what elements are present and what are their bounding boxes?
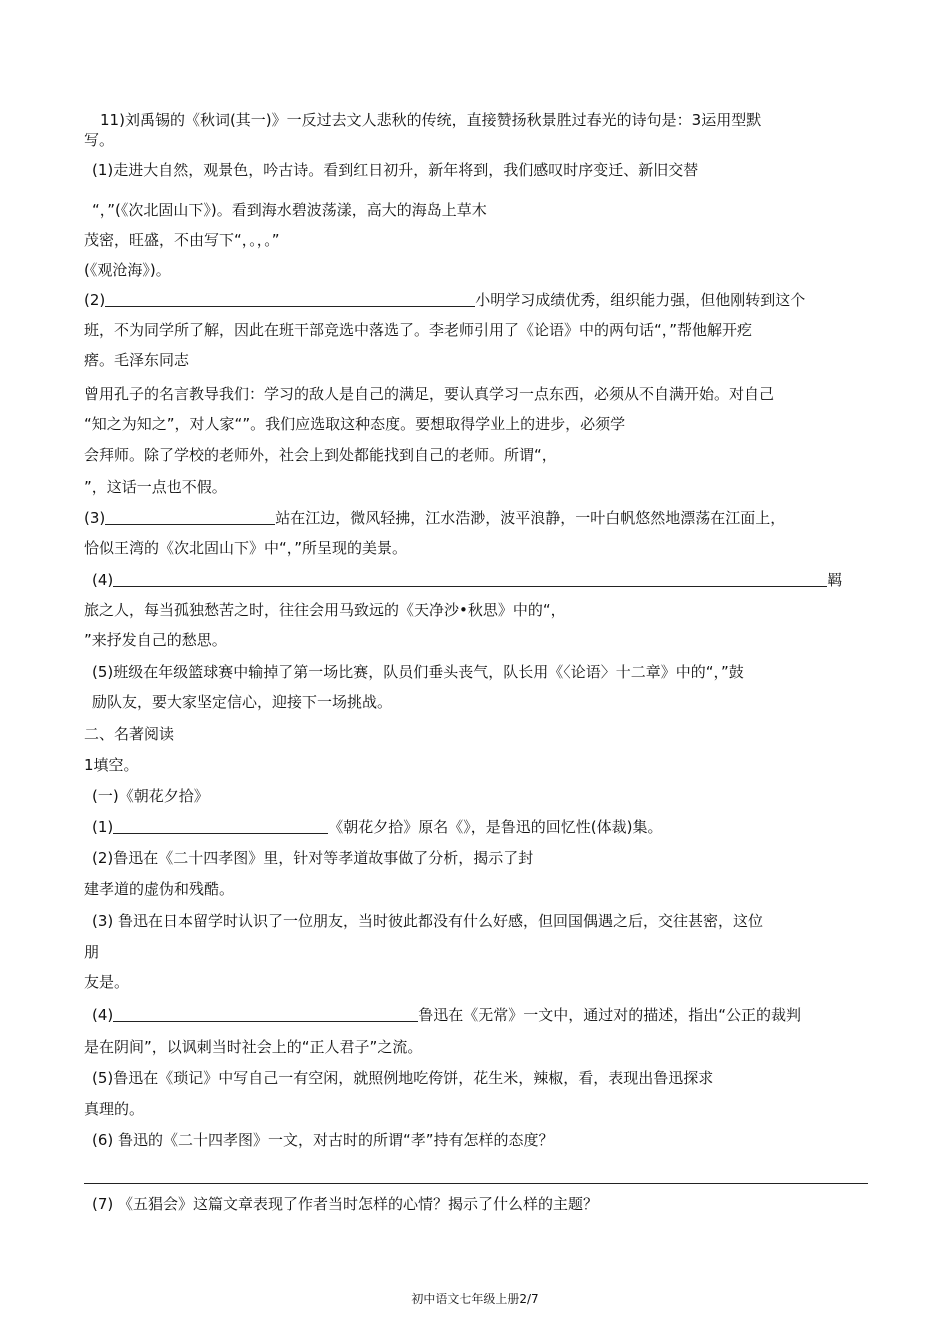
- z1-answer-blank[interactable]: [113, 818, 328, 834]
- section2-q1: 1填空。: [84, 756, 139, 774]
- s2-answer-blank[interactable]: [105, 291, 475, 307]
- zhaohua-title: (一)《朝花夕拾》: [92, 787, 209, 805]
- z2-line1: (2)鲁迅在《二十四孝图》里，针对等孝道故事做了分析，揭示了封: [92, 849, 534, 867]
- z5-line2: 真理的。: [84, 1100, 145, 1118]
- s4-line1: [92, 570, 842, 590]
- s5-line2: 励队友，要大家坚定信心，迎接下一场挑战。: [92, 693, 393, 711]
- z1-number: (1): [92, 818, 114, 836]
- s4-line3: ”来抒发自己的愁思。: [84, 631, 227, 649]
- s2-line1: [84, 290, 805, 310]
- z1-text: 《朝花夕拾》原名《》，是鲁迅的回忆性(体裁)集。: [328, 818, 663, 836]
- s5-line1: (5)班级在年级篮球赛中输掉了第一场比赛，队员们垂头丧气，队长用《〈论语〉十二章》中的“，”鼓: [92, 663, 744, 681]
- s2-line6: 会拜师。除了学校的老师外，社会上到处都能找到自己的老师。所谓“，: [84, 446, 557, 464]
- s3-number: (3): [84, 509, 106, 527]
- z5-line1: (5)鲁迅在《琐记》中写自己一有空闲，就照例地吃侉饼，花生米，辣椒，看，表现出鲁迅探求: [92, 1069, 714, 1087]
- s4-tail: 羁: [827, 571, 843, 589]
- z6-question: (6) 鲁迅的《二十四孝图》一文，对古时的所谓“孝”持有怎样的态度？: [92, 1131, 554, 1149]
- s4-number: (4): [92, 571, 114, 589]
- z4-line1-text: 鲁迅在《无常》一文中，通过对的描述，指出“公正的裁判: [418, 1006, 802, 1024]
- z6-answer-line[interactable]: [84, 1183, 868, 1184]
- z4-line2: 是在阴间”，以讽刺当时社会上的“正人君子”之流。: [84, 1038, 423, 1056]
- s3-line1: [84, 508, 785, 528]
- s2-number: (2): [84, 291, 106, 309]
- s1-line3: 茂密，旺盛，不由写下“，。，。”: [84, 231, 280, 249]
- z4-number: (4): [92, 1006, 114, 1024]
- s2-line4: 曾用孔子的名言教导我们：学习的敌人是自己的满足，要认真学习一点东西，必须从不自满开始。对自己: [84, 385, 775, 403]
- s4-answer-blank[interactable]: [113, 571, 827, 587]
- s4-line2: 旅之人，每当孤独愁苦之时，往往会用马致远的《天净沙•秋思》中的“，: [84, 601, 566, 619]
- s3-line1-text: 站在江边，微风轻拂，江水浩渺，波平浪静，一叶白帆悠然地漂荡在江面上，: [275, 509, 786, 527]
- s3-answer-blank[interactable]: [105, 509, 275, 525]
- z1-line: [92, 817, 662, 837]
- z3-line2: 朋: [84, 943, 100, 961]
- z3-line3: 友是。: [84, 973, 130, 991]
- z7-question: (7) 《五猖会》这篇文章表现了作者当时怎样的心情？揭示了什么样的主题？: [92, 1195, 599, 1213]
- s2-line3: 瘩。毛泽东同志: [84, 351, 190, 369]
- q11-heading-cont: 写。: [84, 131, 115, 149]
- page-footer: 初中语文七年级上册2/7: [411, 1292, 539, 1306]
- z2-line2: 建孝道的虚伪和残酷。: [84, 880, 235, 898]
- s2-line5: “知之为知之”，对人家“”。我们应选取这种态度。要想取得学业上的进步，必须学: [84, 415, 626, 433]
- s2-line1-text: 小明学习成绩优秀，组织能力强，但他刚转到这个: [475, 291, 806, 309]
- s1-line1: (1)走进大自然，观景色，吟古诗。看到红日初升，新年将到，我们感叹时序变迁、新旧交替: [92, 161, 699, 179]
- s1-line2: “，”(《次北固山下》)。看到海水碧波荡漾，高大的海岛上草木: [92, 201, 487, 219]
- s1-line4: (《观沧海》)。: [84, 261, 171, 279]
- s2-line7: ”，这话一点也不假。: [84, 478, 227, 496]
- s3-line2: 恰似王湾的《次北固山下》中“，”所呈现的美景。: [84, 539, 408, 557]
- section2-title: 二、名著阅读: [84, 725, 175, 743]
- z4-answer-blank[interactable]: [113, 1006, 418, 1022]
- z3-line1: (3) 鲁迅在日本留学时认识了一位朋友，当时彼此都没有什么好感，但回国偶遇之后，交往甚密，这位: [92, 912, 764, 930]
- q11-heading: 11)刘禹锡的《秋词(其一)》一反过去文人悲秋的传统，直接赞扬秋景胜过春光的诗句是：3运用型默: [100, 111, 762, 129]
- z4-line1: [92, 1005, 801, 1025]
- s2-line2: 班，不为同学所了解，因此在班干部竞选中落选了。李老师引用了《论语》中的两句话“，”帮他解开疙: [84, 321, 753, 339]
